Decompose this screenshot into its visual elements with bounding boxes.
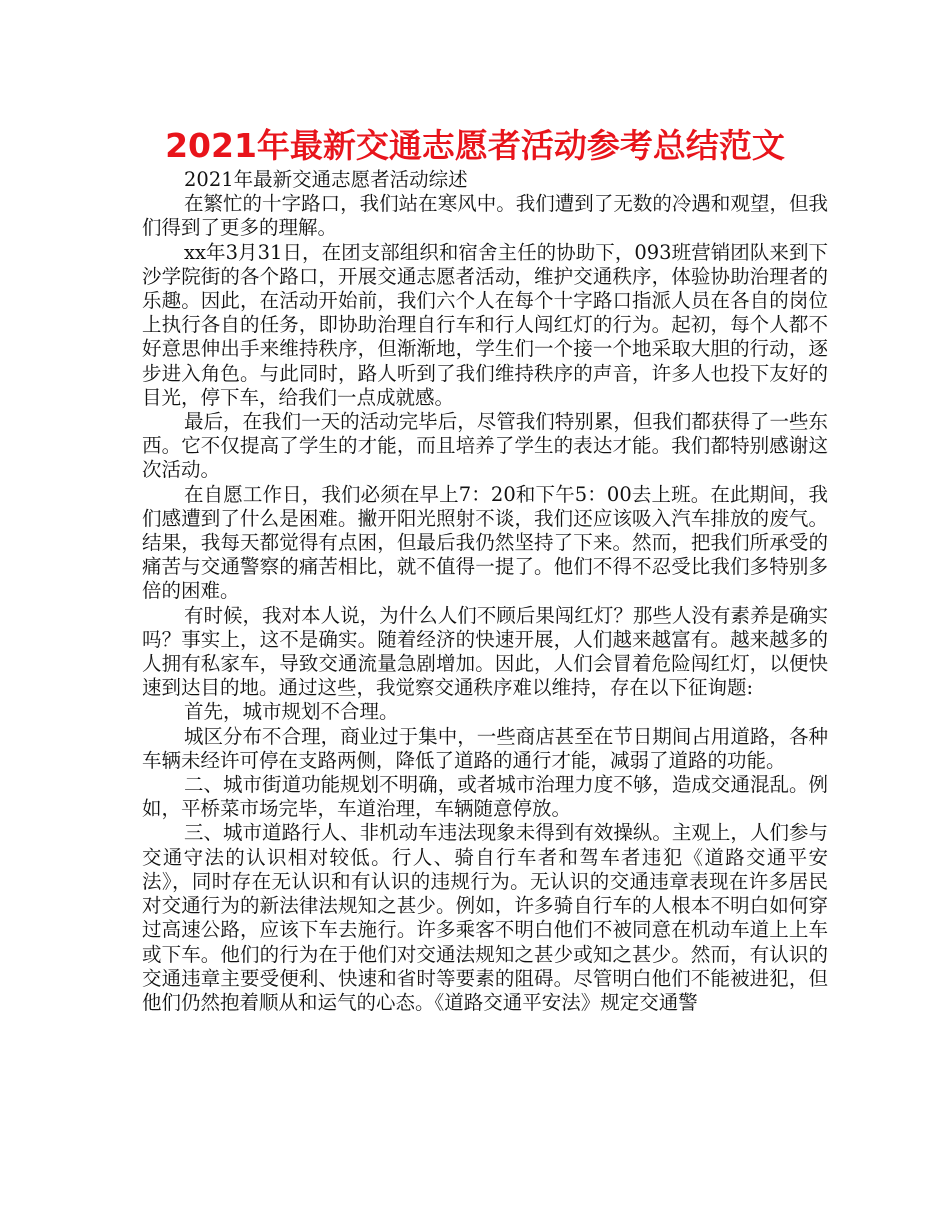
paragraph: xx年3月31日，在团支部组织和宿舍主任的协助下，093班营销团队来到下沙学院街的各个路口，开展交通志愿者活动，维护交通秩序，体验协助治理者的乐趣。因此，在活动开始前，我们六个人在每个十字路口指派人员在各自的岗位上执行各自的任务，即协助治理自行车和行人闯红灯的行为。起初，每个人都不好意思伸出手来维持秩序，但渐渐地，学生们一个接一个地采取大胆的行动，逐步进入角色。与此同时，路人听到了我们维持秩序的声音，许多人也投下友好的目光，停下车，给我们一点成就感。 [142, 240, 828, 409]
paragraph: 首先，城市规划不合理。 [184, 700, 399, 724]
paragraph: 在自愿工作日，我们必须在早上7：20和下午5：00去上班。在此期间，我们感遭到了什么是困难。撇开阳光照射不谈，我们还应该吸入汽车排放的废气。结果，我每天都觉得有点困，但最后我仍然坚持了下来。然而，把我们所承受的痛苦与交通警察的痛苦相比，就不值得一提了。他们不得不忍受比我们多特别多倍的困难。 [142, 482, 828, 603]
document-body [142, 168, 828, 1015]
paragraph: 三、城市道路行人、非机动车违法现象未得到有效操纵。主观上，人们参与交通守法的认识相对较低。行人、骑自行车者和驾车者违犯《道路交通平安法》，同时存在无认识和有认识的违规行为。无认识的交通违章表现在许多居民对交通行为的新法律法规知之甚少。例如，许多骑自行车的人根本不明白如何穿过高速公路，应该下车去施行。许多乘客不明白他们不被同意在机动车道上上车或下车。他们的行为在于他们对交通法规知之甚少或知之甚少。然而，有认识的交通违章主要受便利、快速和省时等要素的阻碍。尽管明白他们不能被进犯，但他们仍然抱着顺从和运气的心态。《道路交通平安法》规定交通警 [142, 821, 828, 1014]
paragraph-subtitle: 2021年最新交通志愿者活动综述 [184, 168, 468, 191]
paragraph: 在繁忙的十字路口，我们站在寒风中。我们遭到了无数的冷遇和观望，但我们得到了更多的理解。 [142, 192, 828, 240]
paragraph: 二、城市街道功能规划不明确，或者城市治理力度不够，造成交通混乱。例如，平桥菜市场完毕，车道治理，车辆随意停放。 [142, 773, 828, 821]
paragraph: 城区分布不合理，商业过于集中，一些商店甚至在节日期间占用道路，各种车辆未经许可停在支路两侧，降低了道路的通行才能，减弱了道路的功能。 [142, 724, 828, 772]
document-title: 2021年最新交通志愿者活动参考总结范文 [165, 126, 785, 165]
paragraph: 最后，在我们一天的活动完毕后，尽管我们特别累，但我们都获得了一些东西。它不仅提高了学生的才能，而且培养了学生的表达才能。我们都特别感谢这次活动。 [142, 410, 828, 482]
paragraph: 有时候，我对本人说，为什么人们不顾后果闯红灯？那些人没有素养是确实吗？事实上，这不是确实。随着经济的快速开展，人们越来越富有。越来越多的人拥有私家车，导致交通流量急剧增加。因此，人们会冒着危险闯红灯，以便快速到达目的地。通过这些，我觉察交通秩序难以维持，存在以下征询题: [142, 603, 828, 700]
